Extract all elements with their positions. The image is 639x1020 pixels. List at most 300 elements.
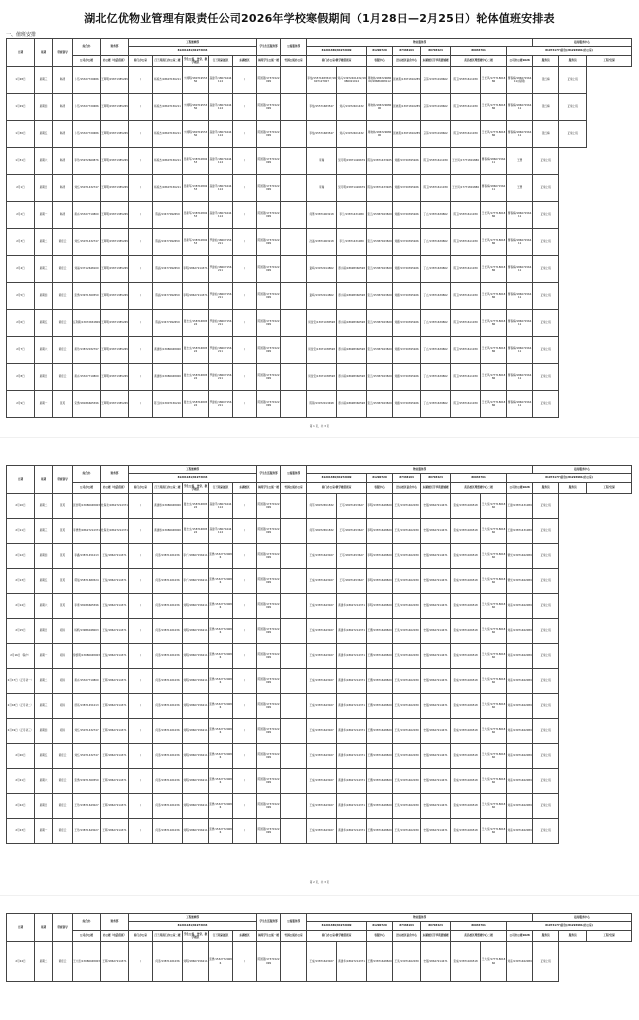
cell-duty: 张勇/15327720686 [209,794,233,819]
cell-duty [281,769,307,794]
cell-duty: 正常上班 [533,794,559,819]
header-property: 物业服务部 [307,466,533,474]
cell-duty [281,121,307,148]
cell-duty: 史强/18627214471 [421,669,451,694]
header-sub: 洪山校区宿舍中心 [393,483,421,494]
cell-duty: 张成/13871026518 [451,494,481,519]
cell-duty [281,364,307,391]
cell-duty: 陈卫/15871611039 [451,391,481,418]
cell-duty: 陈国银/17371522099 [257,769,281,794]
header-phone: 81291389/81972009 [307,474,367,483]
cell-duty: / [233,569,257,594]
cell-duty: 刘明/18607156211 [183,942,209,982]
cell-duty: 黄建华/18627214371 [337,619,367,644]
header-sub: 学生公寓、食堂、教学楼区 [183,931,209,942]
cell-duty: 史强/18627214471 [421,794,451,819]
header-property: 物业服务部 [307,914,533,922]
cell-duty: 王灵/13971462039 [393,494,421,519]
header-sub: 客服中心 [367,483,393,494]
cell-date: 2月9日 [7,391,35,418]
cell-date: 2月20日 [7,744,35,769]
cell-duty: 何金安/13971038598 [307,337,337,364]
header-phone: 86703424 [421,47,451,56]
cell-duty: 王珊/13871648829 [367,769,393,794]
cell-duty: 王珊/13871648829 [367,669,393,694]
cell-weekday: 星期六 [35,594,53,619]
cell-duty: 陈卫/15871611039 [451,283,481,310]
cell-duty: 张成/13871026518 [451,644,481,669]
cell-duty [281,594,307,619]
cell-duty: 刘媛/13720395926 [393,229,421,256]
cell-duty: 高建平/18071644114 [209,148,233,175]
cell-duty: / [233,794,257,819]
cell-duty: 史强/18627214471 [421,744,451,769]
cell-duty: 曹春梅/18607156411 [507,121,533,148]
cell-duty: 张晓燕/13971810285 [393,121,421,148]
header-phone: 87348194 [393,474,421,483]
cell-duty: 王成/13871643027 [307,569,337,594]
cell-duty: 杨栋杰/18607156211 [153,148,183,175]
cell-duty: 王俊/18627214371 [101,644,129,669]
cell-duty: 张勇/15327720686 [209,569,233,594]
cell-duty: 杨栋杰/18607156211 [153,175,183,202]
cell-leader: 张英 [53,519,73,544]
cell-duty: 章萍/13971018602 [421,121,451,148]
cell-duty: 李瑞 [307,148,337,175]
cell-leader: 韩清 [53,202,73,229]
cell-duty: 刘明/18607156211 [183,769,209,794]
cell-duty: 陈国银/17371522099 [257,94,281,121]
cell-weekday: 星期六 [35,337,53,364]
header-phone: 81291389/81972009 [307,47,367,56]
cell-duty: / [129,819,153,844]
cell-duty: / [233,94,257,121]
cell-duty: 曹春梅/18607156411 [507,391,533,418]
cell-duty: 王辉/18627214371 [101,769,129,794]
cell-duty [281,175,307,202]
header-sub: 桥门办公室/教学楼值班室 [307,483,367,494]
cell-duty: 李明/13871648829 [367,494,393,519]
cell-duty: 卜珏/15327720686 [73,67,101,94]
cell-duty: 史强/18627214471 [421,719,451,744]
cell-duty: / [129,619,153,644]
cell-duty: 王辉明/15871385265 [101,175,129,202]
cell-date: 1月30日 [7,121,35,148]
cell-duty: / [129,202,153,229]
cell-duty: 张红梅 [533,121,559,148]
cell-duty: 李兰/13871431089 [337,229,367,256]
cell-duty: 李勇勇/18627214371 [73,519,101,544]
cell-duty: 王辉/18627214371 [101,819,129,844]
cell-duty: 王大宽/17771801860 [481,694,507,719]
cell-duty: 王可/18971453627 [337,519,367,544]
cell-duty: 陈卫/15871611039 [421,175,451,202]
header-sub: 办公楼（电话值班） [101,56,129,67]
cell-duty: 王辉明/15871385265 [101,283,129,310]
cell-duty: / [129,94,153,121]
header-row [7,914,632,922]
cell-leader: 张英 [53,544,73,569]
cell-date: 1月29日 [7,94,35,121]
cell-duty: 王大宽/17771801860 [481,594,507,619]
cell-date: 2月11日 [7,519,35,544]
cell-duty: 王辉明/15871385265 [101,148,129,175]
cell-duty: 陈国银/17371522099 [257,544,281,569]
cell-duty [281,544,307,569]
cell-duty: 王长风/17771801886 [481,202,507,229]
cell-duty: 王大宽/17771801860 [481,569,507,594]
cell-duty: / [129,519,153,544]
table-row [7,544,632,569]
cell-duty: 李瑞 [307,175,337,202]
cell-duty: 陈国银/17371522099 [257,337,281,364]
table-row [7,794,632,819]
cell-duty: 张成/13871026518 [451,819,481,844]
cell-duty: 陈国银/17371522099 [257,644,281,669]
cell-duty: 王灵/13971462039 [393,769,421,794]
cell-duty: 正常上班 [533,494,559,519]
header-sub: 枫苑学生公寓一楼 [257,483,281,494]
cell-duty: 刘彦/13971462089 [507,769,533,794]
cell-duty: 李兰/13871431089 [337,202,367,229]
cell-duty: 刘明/18607156211 [183,594,209,619]
cell-duty: 王大宽/17771801860 [481,544,507,569]
cell-weekday: 星期一 [35,819,53,844]
cell-duty: 正常上班 [533,337,559,364]
header-sub: 枫苑学生公寓一楼 [257,56,281,67]
cell-duty: 李明/13871648829 [367,519,393,544]
cell-duty: 王辉/18627214371 [101,719,129,744]
cell-duty: 王长风/17771801886 [481,94,507,121]
cell-duty: 高建平/18071644114 [209,202,233,229]
cell-duty: 王辉明/15871385265 [101,229,129,256]
cell-duty: 史强/18627214471 [421,769,451,794]
cell-duty: 陈国银/17371522099 [257,942,281,982]
cell-duty: 何涛/13871021036 [153,669,183,694]
cell-duty: 陈卫/15871611039 [451,364,481,391]
cell-duty: 曹春梅/18607156411 [507,202,533,229]
cell-weekday: 星期四 [35,94,53,121]
cell-leader: 胡远 [53,644,73,669]
cell-duty: 王灵/13971462039 [393,794,421,819]
header-sub: 桥门办公室 [129,931,153,942]
page-footer-2: 第 2 页，共 3 页 [309,881,330,884]
cell-duty: / [233,256,257,283]
table-row [7,364,632,391]
cell-duty: 王大宽/17771801860 [481,819,507,844]
header-sub: 竹园公寓办公室 [281,931,307,942]
cell-duty: 王成/13871643027 [307,694,337,719]
table-row [7,644,632,669]
cell-duty: 李明/18627214371 [183,256,209,283]
cell-leader: 胡远 [53,719,73,744]
header-property: 物业服务部 [307,39,533,47]
cell-duty: / [233,391,257,418]
table-row [7,519,632,544]
header-sub: 洪山校区宿舍中心 [393,56,421,67]
cell-duty: 张云/15387043829 [367,202,393,229]
cell-duty: 何涛/13871021036 [153,569,183,594]
cell-duty: / [233,364,257,391]
cell-duty: 陈国银/17371522099 [257,619,281,644]
cell-duty: 正常上班 [533,744,559,769]
cell-duty: 王大宽/17771801860 [481,644,507,669]
cell-duty: 刘明/18607156211 [183,619,209,644]
cell-duty: 杨帆/13986048003 [73,619,101,644]
cell-duty: 张勇/15327720686 [209,644,233,669]
cell-duty: 王大宽/17771801860 [481,769,507,794]
cell-duty: 刘媛/13720395926 [393,202,421,229]
cell-duty: 正常上班 [533,391,559,418]
cell-duty: 刘明/18607156211 [183,794,209,819]
cell-duty: 黄卉/15327719800 [73,364,101,391]
table-row [7,310,632,337]
cell-duty: 何涛/13871021036 [153,942,183,982]
table-row [7,594,632,619]
cell-duty: / [233,121,257,148]
cell-duty: 正常上班 [533,202,559,229]
cell-duty: 正常上班 [533,148,559,175]
header-row [7,931,632,942]
cell-duty: 曹春梅/18607156411 [507,283,533,310]
header-phone: 87348194 [393,922,421,931]
cell-duty: 正常上班 [533,669,559,694]
cell-duty: 王珊/13871648829 [367,794,393,819]
cell-duty: 何涛/13871021036 [153,819,183,844]
header-phone: 86034791 [451,474,507,483]
cell-duty: 张成/13871026518 [451,794,481,819]
cell-leader: 韩清 [53,121,73,148]
cell-duty: 正常上班 [533,569,559,594]
cell-weekday: 星期日 [35,794,53,819]
cell-duty: 谭小娟/18698360598 [337,337,367,364]
header-sub: 公司办公楼1028 [507,931,533,942]
header-phone: 86703424 [421,922,451,931]
cell-duty: 张晓燕/13971810285 [393,94,421,121]
cell-duty: 王灵/13971462039 [393,694,421,719]
header-sub: 办公楼（电话值班） [101,483,129,494]
cell-leader: 黄佳云 [53,942,73,982]
header-sub: 公司办公楼1028 [507,56,533,67]
cell-duty: 史强/18627214471 [421,644,451,669]
cell-duty: 李明/13871648829 [367,544,393,569]
cell-duty: 王成/13871643027 [307,619,337,644]
cell-duty: / [129,67,153,94]
header-phone: 81291181/81973944 [129,47,257,56]
cell-duty: 史强/18627214471 [421,594,451,619]
cell-duty: 杨栋杰/18607156211 [153,121,183,148]
header-reception: 接待服务中心 [533,914,632,922]
cell-duty: 王灵/13971462039 [393,744,421,769]
cell-duty: 陈锦/13972013498 [307,391,337,418]
cell-duty: 正常上班 [559,67,587,94]
cell-duty: 陈泊/13871433925 [367,175,393,202]
cell-date: 2月10日 [7,494,35,519]
header-sub: 桥门办公室 [129,483,153,494]
section-label: 一、值班安排 [6,32,37,38]
cell-duty: 李鑫/13871451013 [73,544,101,569]
table-row [7,494,632,519]
cell-duty: 刘明/18607156211 [183,719,209,744]
cell-duty: 正常上班 [533,310,559,337]
cell-duty: 王珊/13871648829 [367,719,393,744]
cell-leader: 黄佳云 [53,769,73,794]
cell-date: 2月15日 [7,619,35,644]
header-sub: 客服中心 [367,56,393,67]
cell-date: 2月7日 [7,337,35,364]
cell-duty: 正常上班 [533,644,559,669]
cell-leader: 胡远 [53,619,73,644]
cell-duty: 张云/15387043829 [367,337,393,364]
cell-duty: 正常上班 [533,694,559,719]
header-public-apt: 公寓服务部 [281,466,307,483]
header-sub: 服务员 [533,483,559,494]
cell-duty: 何涛/13871021036 [153,644,183,669]
header-engineering: 工程维修部 [129,466,257,474]
cell-leader: 张英 [53,494,73,519]
cell-duty: 曹春梅/18607156411 [507,310,533,337]
cell-weekday: 星期一 [35,644,53,669]
cell-date: 2月24日 [7,942,35,982]
cell-duty: 刘红/15071432747 [73,719,101,744]
cell-duty: 刘媛/13720395926 [393,283,421,310]
cell-duty: 王俊/18627214371 [101,594,129,619]
cell-duty: 正常上班 [533,283,559,310]
cell-leader: 黄佳云 [53,744,73,769]
cell-duty: 张世明/13986048003 [73,494,101,519]
cell-duty: / [129,494,153,519]
header-sub: 洪山校区宿舍中心 [393,931,421,942]
cell-duty: 何金安/13971038598 [307,364,337,391]
cell-duty: / [233,202,257,229]
cell-duty: 刘红/15071432747 [73,229,101,256]
cell-duty: 黄建华/18627214371 [337,819,367,844]
header-phone: 81290720 [367,47,393,56]
cell-duty: 陈玉林/13907156216 [153,391,183,418]
cell-duty: 徐凯明/13986048003 [73,644,101,669]
cell-duty: 王辉明/15871385265 [101,202,129,229]
cell-duty: 王俊/18627214371 [101,544,129,569]
table-row [7,942,632,982]
cell-duty: 陈国银/17371522099 [257,229,281,256]
header-phone: 86703424 [421,474,451,483]
cell-duty: 何涛/13871021036 [153,619,183,644]
cell-leader: 张英 [53,594,73,619]
header-leader: 带班领导 [53,39,73,67]
cell-duty: 王珊/13871648829 [367,694,393,719]
cell-duty: 周晓林/18672968000 [367,121,393,148]
cell-duty: 丁立/13871639802 [421,364,451,391]
table-row [7,148,632,175]
header-phone: 81291389/81972009 [307,922,367,931]
cell-duty: 王长风/17771801886 [451,175,481,202]
cell-duty: 罗建松/18607156211 [209,310,233,337]
cell-duty: 刘媛/13720395926 [393,337,421,364]
cell-date: 2月5日 [7,283,35,310]
cell-duty: 王长风/17771801886 [481,391,507,418]
cell-duty: 王慧 [507,148,533,175]
table-row [7,819,632,844]
cell-duty: / [129,769,153,794]
cell-duty: 沈盖/13871063218 [307,229,337,256]
table-row [7,175,632,202]
cell-duty: 刘红/15071432747 [73,744,101,769]
cell-date: 2月23日 [7,819,35,844]
header-reception: 接待服务中心 [533,39,632,47]
cell-weekday: 星期三 [35,67,53,94]
cell-duty: 王辉明/15871385265 [101,94,129,121]
cell-duty: 陈国银/17371522099 [257,694,281,719]
cell-leader: 黄佳云 [53,819,73,844]
cell-duty: 罗建松/18607156211 [209,256,233,283]
cell-duty: 罗建松/18607156211 [209,229,233,256]
cell-duty: / [233,494,257,519]
header-sub: 汀兰苑家属区 [209,931,233,942]
cell-duty: 黄建华/18627214371 [337,719,367,744]
cell-duty: 正常上班 [533,719,559,744]
cell-duty: 何菁/13871063218 [307,202,337,229]
cell-duty: 张勇/15327720686 [209,619,233,644]
cell-duty: 张成/13871026518 [451,519,481,544]
cell-leader: 黄佳云 [53,310,73,337]
cell-duty: 周晓林/18672968000/18686008112 [367,67,393,94]
cell-duty [281,67,307,94]
cell-duty: / [233,594,257,619]
cell-leader: 张英 [53,391,73,418]
cell-duty [281,256,307,283]
header-sub: 办公楼（电话值班） [101,931,129,942]
cell-duty: 杨栋杰/18607156211 [153,67,183,94]
cell-duty: 杨栋杰/18607156211 [153,94,183,121]
cell-duty: 何芳/18972651832 [307,494,337,519]
cell-duty: 张成/13871026518 [451,669,481,694]
cell-duty [281,669,307,694]
header-sub: 服务员 [559,56,587,67]
cell-duty: 王辉/18627214371 [101,794,129,819]
header-sub: 公司办公楼 [73,483,101,494]
cell-duty: 卞湘明/18071955356 [183,94,209,121]
cell-duty: 王长风/17771801886 [481,310,507,337]
cell-duty: 何涛/13871021036 [153,694,183,719]
table-row [7,229,632,256]
cell-weekday: 星期三 [35,519,53,544]
cell-duty: 陈卫/15871611039 [451,337,481,364]
header-sub: 汀兰苑南门办公室二楼 [153,56,183,67]
cell-duty [281,337,307,364]
cell-duty: 陈国银/17371522099 [257,669,281,694]
cell-duty: 刘彦/13971462089 [507,694,533,719]
cell-duty: 王辉明/15871385265 [101,310,129,337]
cell-duty: 王灵/13971462039 [393,569,421,594]
header-row [7,56,632,67]
cell-duty: 何涛/13871021036 [153,744,183,769]
cell-date: 2月21日 [7,769,35,794]
cell-duty: 刘媛/13720395926 [393,256,421,283]
cell-duty: 高建平/18071644114 [209,121,233,148]
cell-duty [281,819,307,844]
header-phone: 81974177(前台)/81293981(办公室) [507,922,632,931]
cell-duty: / [233,519,257,544]
cell-duty [281,283,307,310]
roster-sheet-page-1 [6,38,632,418]
cell-duty: 王辉明/15871385265 [101,256,129,283]
cell-duty: 正常上班 [533,819,559,844]
cell-duty: 李广/18607156211 [183,569,209,594]
table-row [7,283,632,310]
cell-duty: 刘彦/13971462089 [507,942,533,982]
cell-leader: 黄佳云 [53,364,73,391]
cell-duty: 张勇/15327720686 [209,669,233,694]
